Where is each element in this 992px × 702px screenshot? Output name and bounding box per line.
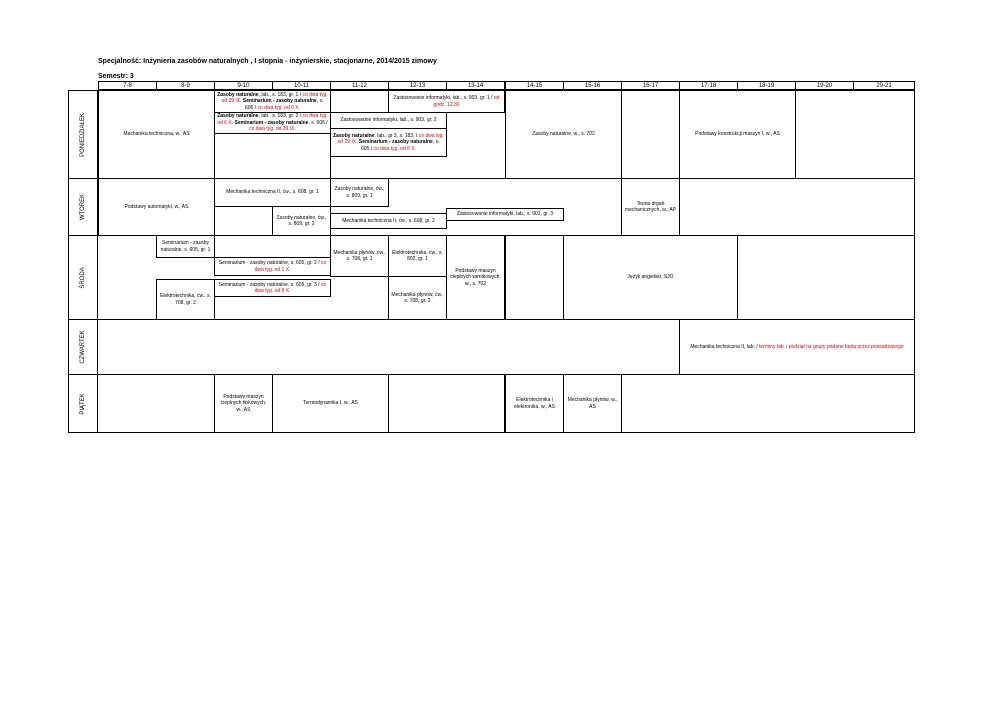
wednesday-mech-plynow-gr2: Mechanika płynów, ćw., s. 708, gr. 2 [388,276,447,320]
wednesday-elektrotechnika-gr2: Elektrotechnika, ćw., s. 708, gr. 2 [156,279,215,320]
hour-header: 13-14 [446,81,505,90]
hour-header: 18-19 [737,81,796,90]
monday-informatyka-gr1: Zastosowanie informatyki, lab., s. 903, gr. 1 / od godz. 12.30 [388,90,505,113]
tuesday-zasoby-gr1: Zasoby naturalne, ćw., s. 809, gr. 1 [330,178,389,207]
hour-header: 12-13 [388,81,447,90]
wednesday-seminarium-gr1: Seminarium - zasoby naturalne, s. 605, gr. 1 [156,235,215,258]
friday-pmc-tlokowych: Podstawy maszyn cieplnych tłokowych, w., AS [214,374,273,433]
friday-empty-block [388,374,505,433]
tuesday-automatyka-lecture: Podstawy automatyki, w., AS [98,178,215,236]
tuesday-teoria-drgan: Teoria drgań mechanicznych, w., AP [621,178,680,236]
hour-header: 7-8 [98,81,157,90]
page-title: Specjalność: Inżynieria zasobów naturalnych , I stopnia - inżynierskie, stacjonarne, 2014/2015 zimowy [98,58,437,65]
day-header-thursday: CZWARTEK [68,319,98,375]
wednesday-angielski: Język angielski, SJO [563,235,738,320]
monday-empty-block [214,133,331,179]
day-header-wednesday: ŚRODA [68,235,98,320]
day-header-tuesday: WTOREK [68,178,98,236]
monday-informatyka-gr2: Zastosowanie informatyki, lab., s. 903, gr. 2 [330,112,447,129]
day-header-monday: PONIEDZIAŁEK [68,90,98,179]
tuesday-informatyka-gr3: Zastosowanie informatyki, lab., s. 902, gr. 3 [446,208,564,221]
day-header-friday: PIĄTEK [68,374,98,433]
semester-label: Semestr: 3 [98,73,134,80]
hour-header: 8-9 [156,81,215,90]
hour-header: 15-16 [563,81,622,90]
friday-elektrotechnika-lecture: Elektrotechnika i elektronika, w., AS [505,374,564,433]
wednesday-empty-block [737,235,915,320]
tuesday-mech-gr1: Mechanika techniczna II, ćw., s. 608, gr. 1 [214,178,331,207]
monday-pkm-lecture: Podstawy konstrukcji maszyn I, w., AS [679,90,796,179]
hour-header: 20-21 [853,81,915,90]
wednesday-empty-block [505,235,564,320]
tuesday-mech-gr2: Mechanika techniczna II, ćw., s. 608, gr. 2 [330,213,447,229]
monday-mech-lecture: Mechanika techniczna, w., AS [98,90,215,179]
wednesday-mech-plynow-gr1: Mechanika płynów, ćw., s. 708, gr. 1 [330,235,389,277]
friday-termodynamika: Termodynamika I, w., AS [272,374,389,433]
thursday-mech-lab: Mechanika techniczna II, lab. / terminy lab. i podział na grupy podane będą przez prowadzącego [679,319,915,375]
monday-zasoby-gr2: Zasoby naturalne, lab., s. 183, gr. 2 / co dwa tyg. od 6 X. Seminarium - zasoby naturalne, s. 606 / co dwa tyg. od 29 IX. [214,112,331,134]
hour-header: 10-11 [272,81,331,90]
monday-zasoby-lecture: Zasoby naturalne, w., s. 702 [505,90,622,179]
monday-zasoby-gr1: Zasoby naturalne, lab., s. 183, gr. 1 / co dwa tyg. od 29 IX. Seminarium - zasoby naturalne, s. 606 / co dwa tyg. od 6 X. [214,90,331,113]
monday-zasoby-gr3: Zasoby naturalne, lab., gr 3, s. 183, / co dwa tyg. od 29 IX. Seminarium - zasoby naturalne, s. 605 / co dwa tyg. od 6 X. [330,128,447,157]
wednesday-elektrotechnika-gr1: Elektrotechnika, ćw., s. 802, gr. 1 [388,235,447,277]
hour-header: 17-18 [679,81,738,90]
hour-header: 19-20 [795,81,854,90]
tuesday-zasoby-gr2: Zasoby naturalne, ćw., s. 809, gr. 2 [272,206,331,236]
hour-header: 16-17 [621,81,680,90]
hour-header: 9-10 [214,81,273,90]
timetable [68,81,915,433]
friday-mech-plynow-lecture: Mechanika płynów, w., AS [563,374,622,433]
hour-header: 14-15 [505,81,564,90]
wednesday-seminarium-gr2: Seminarium - zasoby naturalne, s. 605, gr. 2 / co dwa tyg. od 1 X. [214,257,331,276]
wednesday-pmc-wirnikowych: Podstawy maszyn cieplnych wirnikowych, w., s. 702 [446,235,505,320]
wednesday-seminarium-gr3: Seminarium - zasoby naturalne, s. 605, gr. 3 / co dwa tyg. od 8 X. [214,279,331,297]
hour-header: 11-12 [330,81,389,90]
